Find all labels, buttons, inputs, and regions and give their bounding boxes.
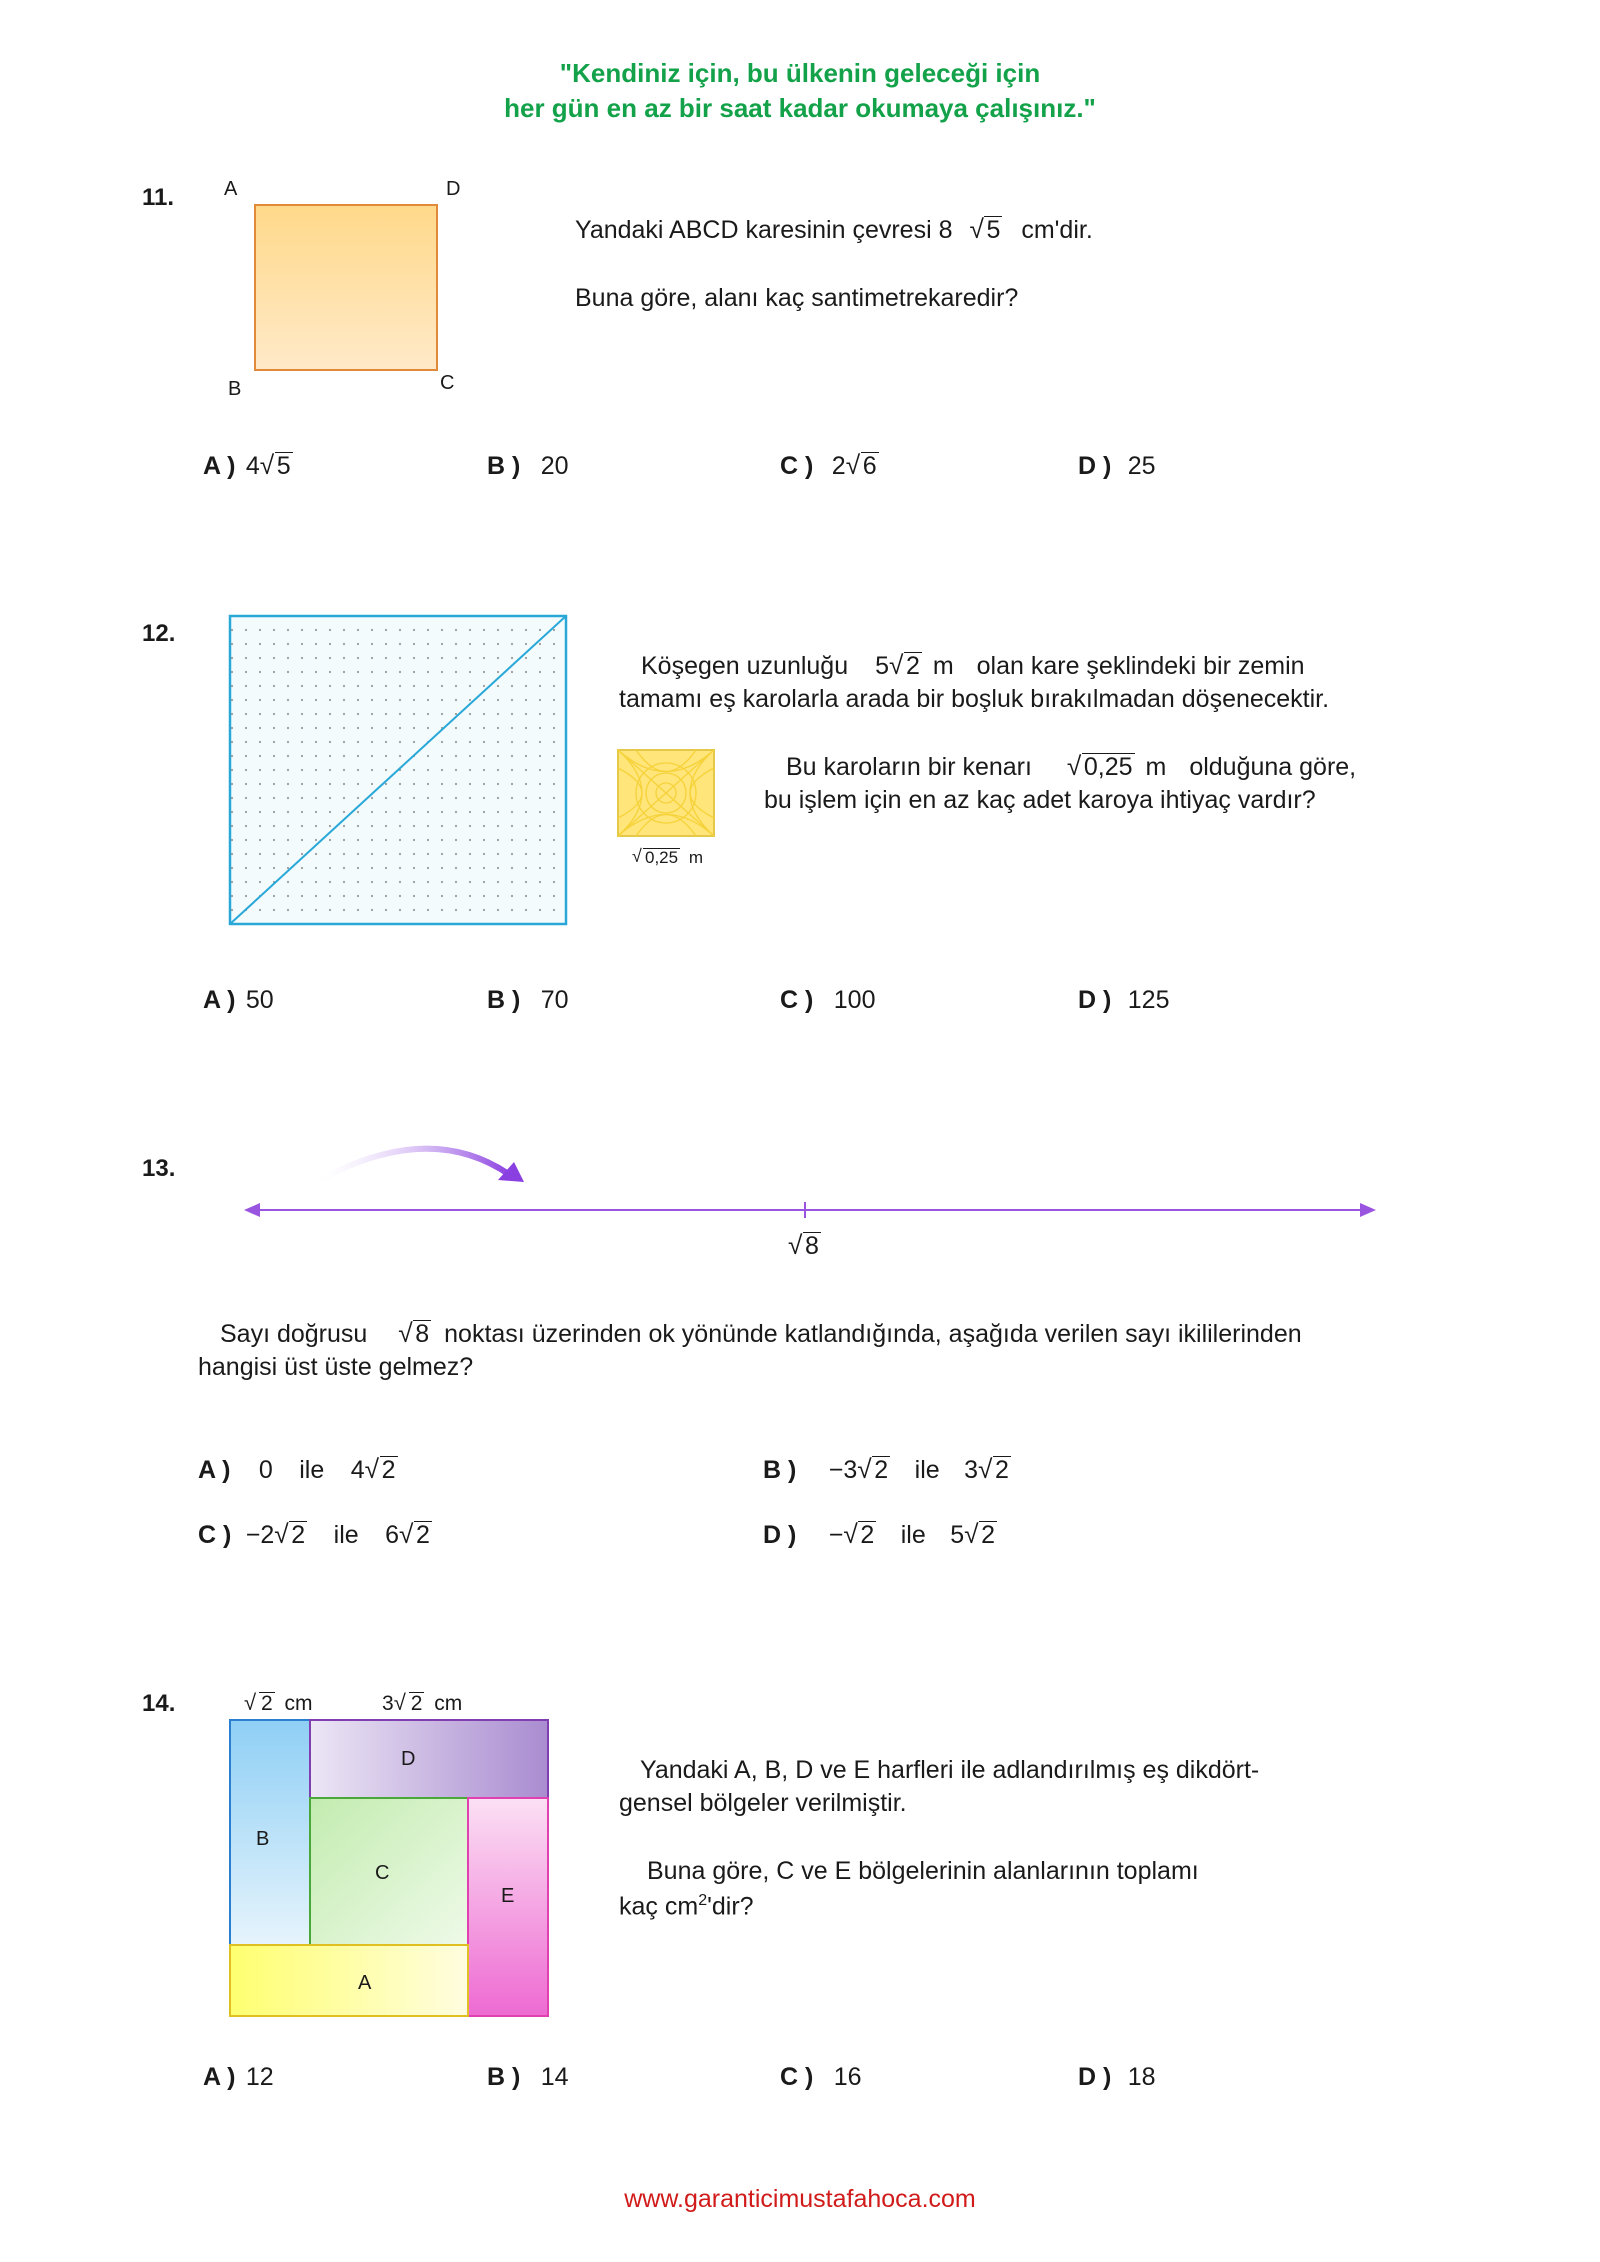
- sqrt-expression: √ 2: [888, 650, 920, 680]
- sqrt-expression: √ 5: [969, 214, 1001, 244]
- vertex-label-d: D: [446, 178, 461, 200]
- sqrt-expression: √ 2: [244, 1690, 273, 1715]
- region-d: [310, 1720, 548, 1798]
- region-a: [230, 1945, 468, 2016]
- footer-url-link[interactable]: www.garanticimustafahoca.com: [624, 2185, 976, 2213]
- tile-side-label: √ 0,25 m: [632, 846, 703, 867]
- dimension-label-sqrt2: √ 2 cm: [244, 1690, 313, 1715]
- q13-option-b[interactable]: B ) −3 √ 2 ile 3 √ 2: [763, 1454, 1009, 1484]
- tile-figure: [616, 748, 716, 840]
- q12-option-b[interactable]: B ) 70: [487, 986, 569, 1014]
- q12-option-a[interactable]: A ) 50: [203, 986, 274, 1014]
- sqrt-expression: √ 2: [857, 1454, 889, 1484]
- region-label-e: E: [501, 1885, 515, 1907]
- question-13-number: 13.: [142, 1155, 176, 1182]
- sqrt-expression: √ 2: [364, 1454, 396, 1484]
- region-label-a: A: [358, 1972, 372, 1994]
- q14-option-a[interactable]: A ) 12: [203, 2063, 274, 2091]
- q12-statement-line-2: tamamı eş karolarla arada bir boşluk bırakılmadan döşenecektir.: [619, 685, 1330, 713]
- q12-option-d[interactable]: D ) 125: [1078, 986, 1170, 1014]
- region-label-d: D: [401, 1748, 416, 1770]
- fold-arrow-arc: [320, 1149, 510, 1180]
- q14-statement-line-2: gensel bölgeler verilmiştir.: [619, 1789, 907, 1817]
- q11-option-b[interactable]: B ) 20: [487, 452, 569, 480]
- sqrt-expression: √ 5: [259, 450, 291, 480]
- q14-statement-line-4: kaç $cm^2'dir$?: [619, 1892, 754, 1921]
- vertex-label-a: A: [224, 178, 238, 200]
- q14-option-c[interactable]: C ) 16: [780, 2063, 862, 2091]
- q14-option-d[interactable]: D ) 18: [1078, 2063, 1156, 2091]
- number-line-sqrt8-label: [788, 1232, 821, 1261]
- q12-floor-figure: [228, 612, 570, 928]
- sqrt-expression: √ 6: [845, 450, 877, 480]
- sqrt-expression: √ 2: [393, 1690, 423, 1715]
- q13-option-a[interactable]: A ) 0 ile 4 √ 2: [198, 1454, 396, 1484]
- q14-statement-line-3: Buna göre, C ve E bölgelerinin alanlarının toplamı: [647, 1857, 1199, 1885]
- region-label-b: B: [256, 1828, 270, 1850]
- q11-statement-line-1: Yandaki ABCD karesinin çevresi 8 √ 5 cm'dir.: [575, 214, 1093, 244]
- q13-statement-line-1: Sayı doğrusu √ 8 noktası üzerinden ok yönünde katlandığında, aşağıda verilen sayı ikililerinden: [220, 1318, 1302, 1348]
- vertex-label-c: C: [440, 372, 455, 394]
- q13-option-c[interactable]: C ) −2 √ 2 ile 6 √ 2: [198, 1519, 430, 1549]
- q12-statement-line-4: bu işlem için en az kaç adet karoya ihtiyaç vardır?: [764, 786, 1316, 814]
- sqrt-expression: √ 8: [398, 1318, 430, 1348]
- dimension-label-3sqrt2: 3 √ 2 cm: [382, 1690, 463, 1715]
- q11-option-d[interactable]: D ) 25: [1078, 452, 1156, 480]
- sqrt-expression: √ 8: [788, 1230, 819, 1260]
- sqrt-expression: √ 2: [978, 1454, 1009, 1484]
- q14-statement-line-1: Yandaki A, B, D ve E harfleri ile adlandırılmış eş dikdört-: [640, 1756, 1260, 1784]
- number-line-left-arrow: [244, 1203, 260, 1217]
- q12-option-c[interactable]: C ) 100: [780, 986, 876, 1014]
- q11-option-a[interactable]: A ) 4 √ 5: [203, 450, 291, 480]
- question-14-number: 14.: [142, 1690, 176, 1717]
- q11-option-c[interactable]: C ) 2 √ 6: [780, 450, 877, 480]
- number-line-right-arrow: [1360, 1203, 1376, 1217]
- sqrt-expression: √ 0,25: [1066, 751, 1133, 781]
- vertex-label-b: B: [228, 378, 242, 400]
- q12-statement-line-1: Köşegen uzunluğu 5 √ 2 m olan kare şeklindeki bir zemin: [641, 650, 1305, 680]
- sqrt-expression: √ 2: [274, 1519, 306, 1549]
- motto-line-1: "Kendiniz için, bu ülkenin geleceği için: [559, 58, 1041, 88]
- q11-square-figure: [210, 175, 470, 405]
- q14-rectangles-figure: [228, 1718, 552, 2020]
- q11-statement-line-2: Buna göre, alanı kaç santimetrekaredir?: [575, 284, 1019, 312]
- question-12-number: 12.: [142, 620, 176, 647]
- q12-statement-line-3: Bu karoların bir kenarı √ 0,25 m olduğuna göre,: [786, 751, 1357, 781]
- sqrt-expression: √ 0,25: [632, 846, 679, 867]
- q13-statement-line-2: hangisi üst üste gelmez?: [198, 1353, 474, 1381]
- square-abcd: [255, 205, 437, 370]
- q14-option-b[interactable]: B ) 14: [487, 2063, 569, 2091]
- region-label-c: C: [375, 1862, 390, 1884]
- sqrt-expression: √ 2: [964, 1519, 996, 1549]
- motto-line-2: her gün en az bir saat kadar okumaya çalışınız.": [504, 93, 1096, 123]
- sqrt-expression: √ 2: [843, 1519, 875, 1549]
- sqrt-expression: √ 2: [399, 1519, 430, 1549]
- question-11-number: 11.: [142, 184, 175, 211]
- region-b: [230, 1720, 310, 1945]
- number-line-figure: [240, 1130, 1380, 1230]
- q13-option-d[interactable]: D ) − √ 2 ile 5 √ 2: [763, 1519, 996, 1549]
